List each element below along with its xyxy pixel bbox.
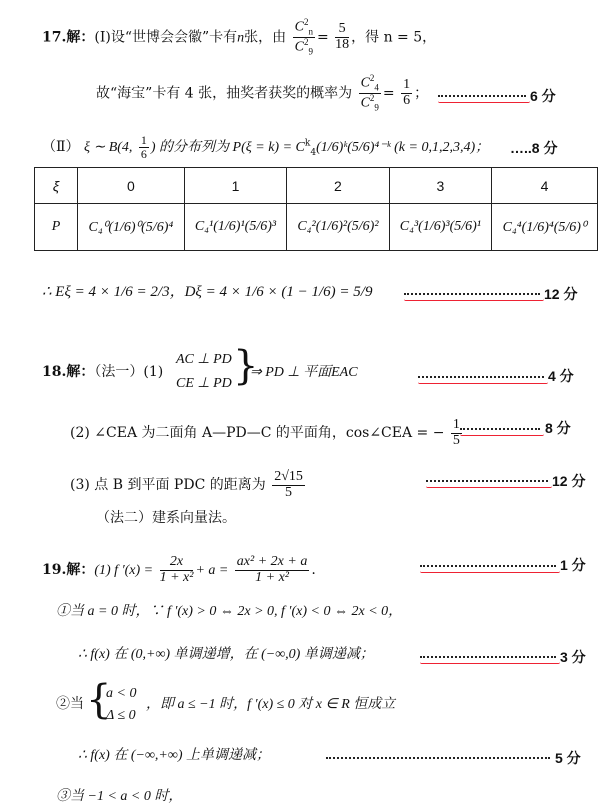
p18-score-12: 12 分 (552, 473, 586, 489)
p19-case2-b: Δ ≤ 0 (106, 708, 136, 723)
distribution-table (34, 167, 598, 251)
p19-score-1: 1 分 (560, 557, 586, 573)
p19-case2-a: a < 0 (106, 686, 137, 701)
p17-expectation: ∴ Eξ = 4 × 1/6 = 2/3，Dξ = 4 × 1/6 × (1 − 1/6) = 5/9 (42, 284, 373, 300)
p19-case2b: ∴ f(x) 在 (−∞,+∞) 上单调递减； (78, 748, 271, 763)
p18-line3: (3) 点 B 到平面 PDC 的距离为 $\frac{2√15}{5}$ (70, 469, 303, 500)
p19-case2-prefix: ②当 (56, 696, 84, 712)
table-cell: C₄¹(1/6)¹(5/6)³ (184, 204, 286, 251)
table-cell: C₄²(1/6)²(5/6)² (287, 204, 389, 251)
p17-prob-frac: $\frac{C^2_4}{C^2_9}$ (360, 73, 379, 113)
p19-case2-text: ，即 a ≤ −1 时，f ′(x) ≤ 0 对 x ∈ R 恒成立 (146, 697, 396, 712)
p18-method2: （法二）建系向量法。 (96, 510, 236, 526)
p19-label: 19.解： (42, 562, 95, 579)
table-cell: C₄⁰(1/6)⁰(5/6)⁴ (78, 204, 185, 251)
p19-line1: 19.解：(1) f ′(x) = $\frac{2x}{\text{1 + x²}}$ + a = $\frac{\text{ax² + 2x + a}}{\text{1 + x²}}$ . (42, 554, 316, 585)
p17-prob-value: $\frac{1}{6}$ (403, 77, 411, 108)
table-row (35, 168, 598, 204)
table-cell: 4 (492, 168, 598, 204)
p18-score-4: 4 分 (548, 368, 574, 384)
p19-case1: ①当 a = 0 时，∵ f ′(x) > 0 ⇔ 2x > 0, f ′(x) < 0 ⇔ 2x < 0， (56, 604, 403, 619)
brace-icon: } (233, 343, 259, 389)
p19-score-3: 3 分 (560, 649, 586, 665)
p17-frac-combination: $\frac{C^2_n}{C^2_9}$ (294, 17, 313, 57)
table-cell: C₄³(1/6)³(5/6)¹ (389, 204, 491, 251)
table-cell-label: P (35, 204, 78, 251)
p19-case1b: ∴ f(x) 在 (0,+∞) 单调递增，在 (−∞,0) 单调递减； (78, 647, 374, 662)
p17-line1: 17.解：(I)设“世博会会徽”卡有n张，由 $\frac{C^2_n}{C^2_9}$ = $\frac{5}{18}$ ，得 n = 5， (42, 17, 437, 57)
p18-line1: 18.解：（法一）(1) (42, 364, 164, 380)
p19-score-5: 5 分 (555, 750, 581, 766)
p18-line2: (2) ∠CEA 为二面角 A—PD—C 的平面角，cos∠CEA = − $\frac{1}{5}$ (70, 417, 460, 448)
table-cell: 3 (389, 168, 491, 204)
p18-cond1: AC ⊥ PD (176, 352, 232, 367)
table-cell: C₄⁴(1/6)⁴(5/6)⁰ (492, 204, 598, 251)
p18-score-8: 8 分 (545, 420, 571, 436)
p19-case3: ③当 −1 < a < 0 时， (56, 789, 183, 804)
p17-score-8: …..8 分 (510, 140, 558, 156)
left-brace-icon: { (86, 677, 112, 723)
p17-label: 17.解： (42, 29, 95, 46)
p18-label: 18.解： (42, 364, 95, 380)
p17-frac-value: $\frac{5}{18}$ (335, 21, 350, 52)
p17-score-6: 6 分 (530, 88, 556, 104)
table-row (35, 204, 598, 251)
table-cell-label: ξ (35, 168, 78, 204)
p18-cond2: CE ⊥ PD (176, 376, 232, 391)
p17-part2: （Ⅱ） ξ ∼ B(4, $\frac{1}{6}$ ) 的分布列为 $P(\xi = k) = C^k_4(1/6)ᵏ(5/6)^{4-}ᵏ$ (k = 0,1,2,3,4)； (42, 133, 490, 161)
table-cell: 0 (78, 168, 185, 204)
table-cell: 2 (287, 168, 389, 204)
p17-score-12: 12 分 (544, 286, 578, 302)
table-cell: 1 (184, 168, 286, 204)
p17-line2: 故“海宝”卡有 4 张，抽奖者获奖的概率为 $\frac{C^2_4}{C^2_9}$ = $\frac{1}{6}$ ； (96, 73, 429, 113)
p17-part2-frac: $\frac{1}{6}$ (140, 133, 147, 161)
p18-implies: ⇒ PD ⊥ 平面EAC (250, 365, 358, 380)
